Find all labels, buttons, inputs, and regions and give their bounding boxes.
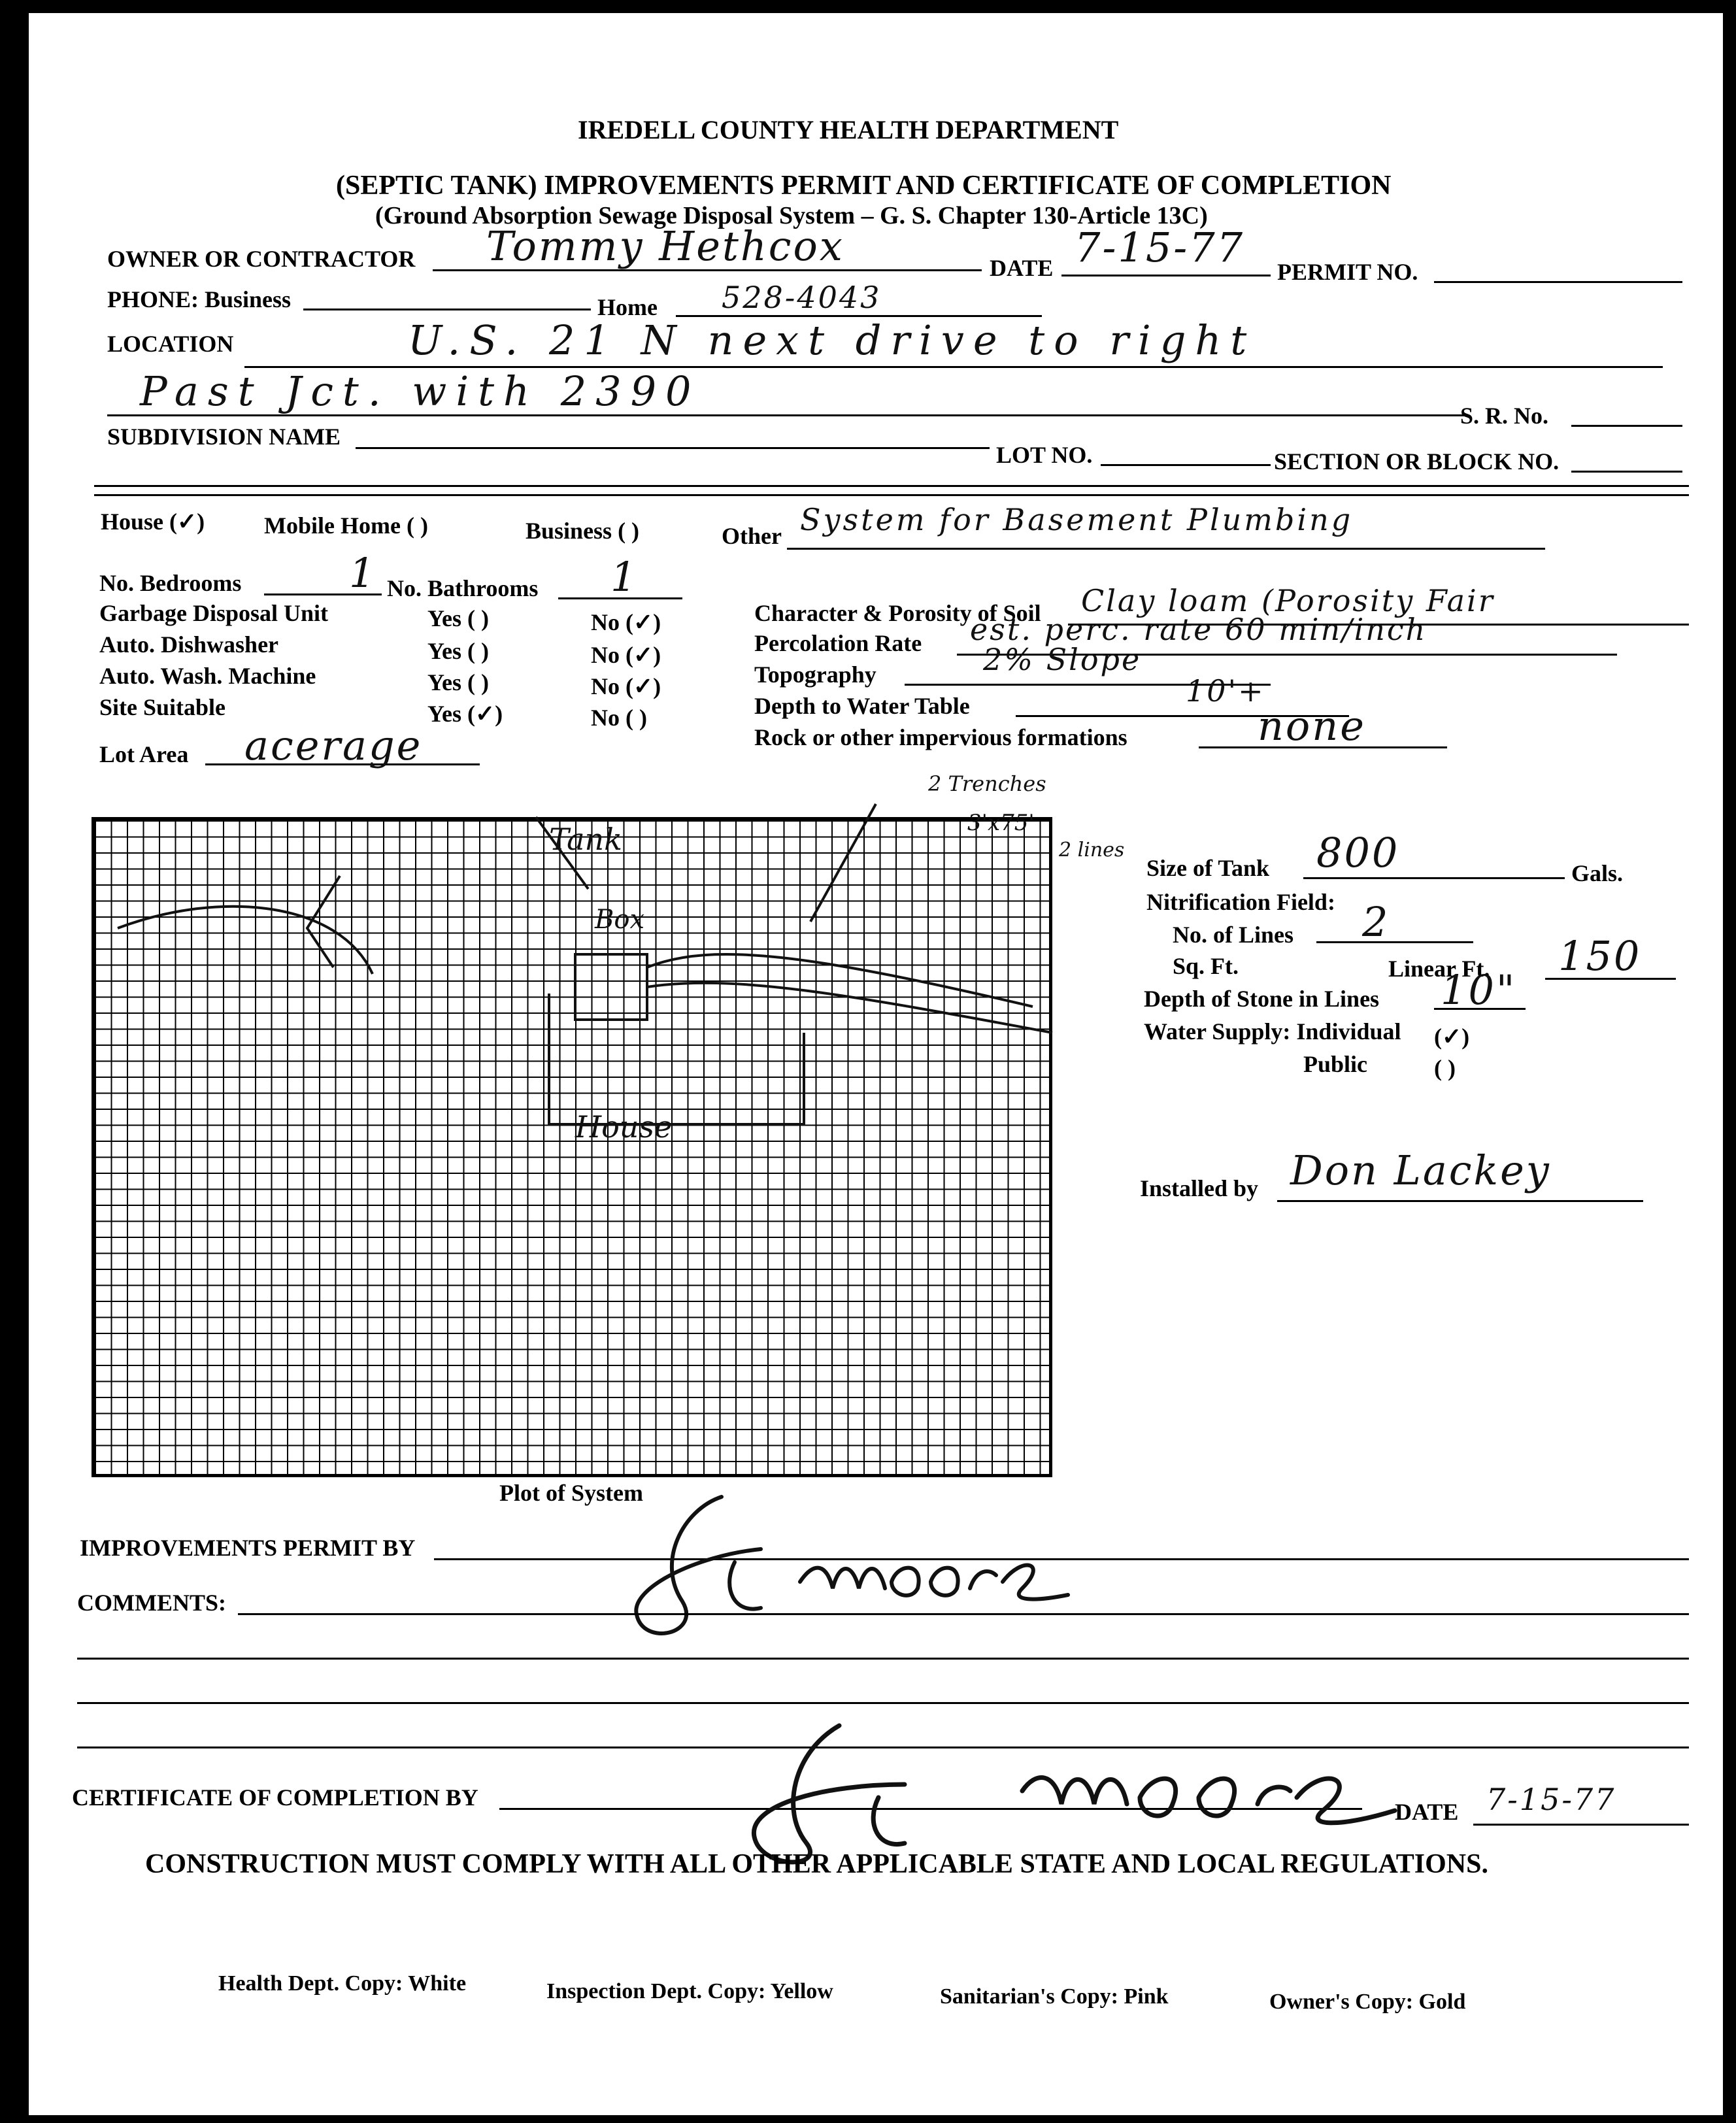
wash-machine-label: Auto. Wash. Machine (99, 663, 316, 689)
dishwasher-no: No (✓) (591, 642, 661, 668)
certificate-signature (682, 1713, 1401, 1869)
tank-size-label: Size of Tank (1146, 855, 1270, 881)
location-label: LOCATION (107, 331, 234, 357)
permit-signature (604, 1484, 1075, 1654)
location-value-1: U.S. 21 N next drive to right (408, 316, 1256, 364)
other-line (787, 548, 1545, 550)
wash-machine-no: No (✓) (591, 673, 661, 699)
copy-health-dept: Health Dept. Copy: White (218, 1971, 467, 1996)
sr-no-label: S. R. No. (1460, 403, 1549, 429)
comments-line-1 (238, 1613, 1689, 1615)
owner-value: Tommy Hethcox (486, 222, 844, 270)
water-public-check: ( ) (1434, 1055, 1456, 1081)
linear-ft-label: Linear Ft. (1388, 956, 1490, 982)
wash-machine-yes: Yes ( ) (427, 669, 489, 695)
owner-label: OWNER OR CONTRACTOR (107, 246, 416, 272)
lot-area-label: Lot Area (99, 741, 189, 767)
date-value: 7-15-77 (1075, 224, 1245, 271)
house-option: House (✓) (101, 509, 205, 535)
other-value: System for Basement Plumbing (800, 502, 1354, 537)
sketch-label-lines: 2 lines (1059, 839, 1125, 861)
comments-line-2 (77, 1658, 1689, 1660)
subdivision-line (356, 447, 990, 449)
sketch-label-tank: Tank (549, 822, 623, 857)
certificate-date-value: 7-15-77 (1486, 1782, 1616, 1817)
sr-no-line (1571, 425, 1682, 427)
permit-form (29, 13, 1723, 2115)
certificate-label: CERTIFICATE OF COMPLETION BY (72, 1784, 478, 1811)
tank-size-value: 800 (1316, 829, 1400, 877)
stone-depth-value: 10" (1441, 966, 1517, 1014)
soil-character-value: Clay loam (Porosity Fair (1081, 583, 1495, 618)
stone-depth-label: Depth of Stone in Lines (1144, 986, 1380, 1012)
business-option: Business ( ) (526, 518, 640, 544)
water-public-label: Public (1303, 1051, 1368, 1077)
nitrification-label: Nitrification Field: (1146, 889, 1335, 915)
phone-business-label: PHONE: Business (107, 286, 292, 312)
compliance-notice: CONSTRUCTION MUST COMPLY WITH ALL OTHER APPLICABLE STATE AND LOCAL REGULATIONS. (145, 1849, 1488, 1879)
bedrooms-label: No. Bedrooms (99, 570, 242, 596)
mobile-home-option: Mobile Home ( ) (264, 512, 428, 539)
plot-sketch (92, 758, 1125, 1477)
rock-value: none (1258, 702, 1366, 750)
sketch-label-trenches: 2 Trenches (928, 771, 1046, 796)
certificate-date-label: DATE (1395, 1799, 1459, 1825)
lot-no-label: LOT NO. (996, 442, 1093, 468)
bathrooms-value: 1 (610, 553, 639, 601)
location-value-2: Past Jct. with 2390 (140, 367, 701, 415)
site-suitable-no: No ( ) (591, 705, 647, 731)
certificate-date-line (1473, 1824, 1689, 1826)
garbage-disposal-no: No (✓) (591, 609, 661, 635)
bathrooms-label: No. Bathrooms (387, 575, 539, 601)
copy-sanitarian: Sanitarian's Copy: Pink (940, 1984, 1169, 2009)
perc-rate-label: Percolation Rate (754, 630, 922, 656)
lot-no-line (1101, 464, 1271, 466)
lines-label: No. of Lines (1173, 922, 1294, 948)
phone-home-value: 528-4043 (722, 280, 882, 315)
divider-bottom (94, 494, 1689, 496)
date-line (1061, 275, 1271, 276)
water-supply-label: Water Supply: Individual (1144, 1018, 1401, 1045)
sketch-label-box: Box (595, 905, 645, 935)
dishwasher-label: Auto. Dishwasher (99, 631, 279, 658)
sketch-label-house: House (575, 1109, 673, 1145)
tank-size-line (1303, 877, 1565, 879)
sketch-label-size: 3'x75' (967, 810, 1035, 836)
phone-home-label: Home (597, 294, 658, 320)
site-suitable-label: Site Suitable (99, 694, 226, 720)
water-table-value: 10'+ (1186, 673, 1265, 709)
dishwasher-yes: Yes ( ) (427, 638, 489, 664)
site-suitable-yes: Yes (✓) (427, 701, 503, 727)
water-table-label: Depth to Water Table (754, 693, 970, 719)
tank-gals-label: Gals. (1571, 860, 1624, 886)
section-line (1571, 471, 1682, 473)
lot-area-value: acerage (244, 722, 423, 769)
lines-value: 2 (1362, 898, 1390, 946)
topography-value: 2% Slope (983, 642, 1142, 677)
date-label: DATE (990, 255, 1054, 281)
rock-label: Rock or other impervious formations (754, 724, 1127, 750)
bedrooms-value: 1 (349, 549, 377, 597)
garbage-disposal-yes: Yes ( ) (427, 605, 489, 631)
sqft-label: Sq. Ft. (1173, 953, 1239, 979)
copy-inspection-dept: Inspection Dept. Copy: Yellow (546, 1979, 833, 2003)
permit-by-label: IMPROVEMENTS PERMIT BY (80, 1535, 416, 1561)
section-label: SECTION OR BLOCK NO. (1274, 448, 1560, 475)
installed-by-line (1277, 1200, 1643, 1202)
comments-label: COMMENTS: (77, 1590, 226, 1616)
topography-label: Topography (754, 661, 876, 688)
perc-rate-value: est. perc. rate 60 min/inch (970, 612, 1427, 647)
soil-character-label: Character & Porosity of Soil (754, 600, 1041, 626)
garbage-disposal-label: Garbage Disposal Unit (99, 600, 329, 626)
permit-no-label: PERMIT NO. (1277, 259, 1418, 285)
lines-line (1316, 941, 1473, 943)
department-heading: IREDELL COUNTY HEALTH DEPARTMENT (578, 115, 1119, 144)
copy-owner: Owner's Copy: Gold (1269, 1990, 1466, 2014)
subdivision-label: SUBDIVISION NAME (107, 424, 341, 450)
water-individual-check: (✓) (1434, 1024, 1470, 1050)
form-title: (SEPTIC TANK) IMPROVEMENTS PERMIT AND CERTIFICATE OF COMPLETION (336, 171, 1392, 201)
plot-caption: Plot of System (499, 1480, 643, 1506)
comments-line-3 (77, 1702, 1689, 1704)
phone-business-line (303, 309, 591, 310)
other-label: Other (722, 523, 782, 549)
linear-ft-value: 150 (1558, 932, 1642, 980)
form-subtitle: (Ground Absorption Sewage Disposal System – G. S. Chapter 130-Article 13C) (375, 202, 1208, 229)
installed-by-value: Don Lackey (1290, 1146, 1551, 1194)
permit-no-line (1434, 281, 1682, 283)
divider-top (94, 485, 1689, 487)
installed-by-label: Installed by (1140, 1175, 1259, 1201)
